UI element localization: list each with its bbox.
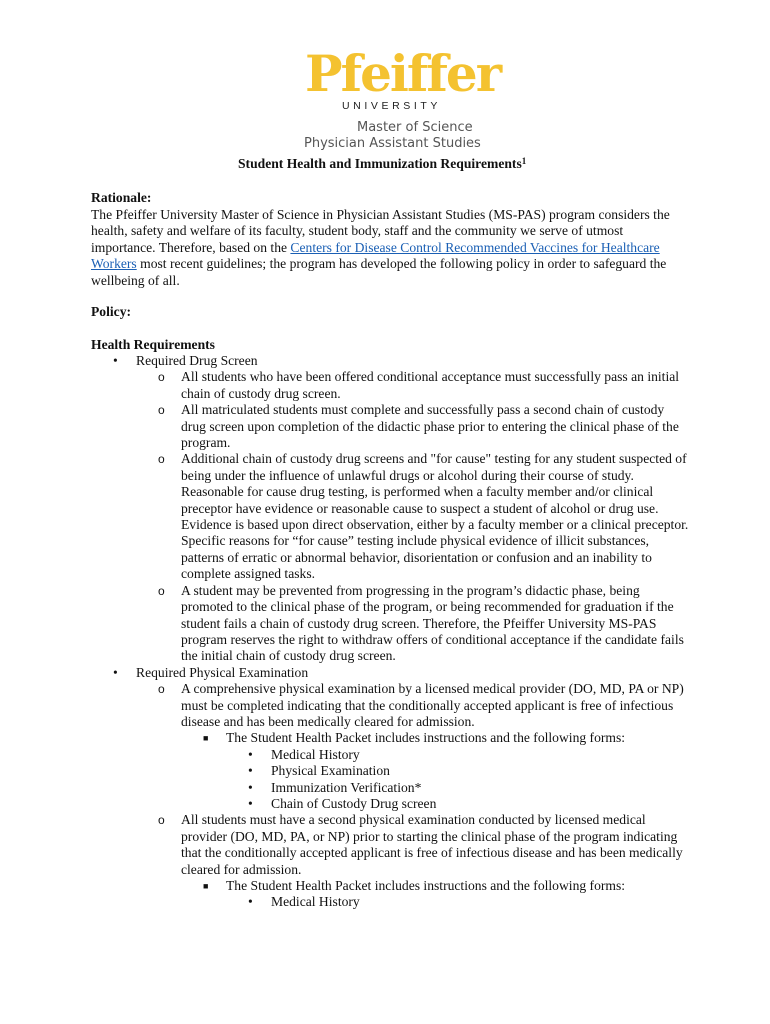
drug-screen-label: Required Drug Screen [136,353,258,368]
drug-screen-item-text: All matriculated students must complete and successfully pass a second chain of custody drug screen upon completion of the didactic phase prior to entering the clinical phase of the program. [181,402,679,451]
health-packet-forms [226,894,691,910]
health-packet-forms [226,747,691,813]
rationale-paragraph [91,207,691,289]
bullet-icon: • [248,746,253,762]
physical-exam-label: Required Physical Examination [136,664,309,680]
list-item [136,681,691,812]
drug-screen-item-text: All students who have been offered conditional acceptance must successfully pass an initial chain of custody drug screen. [181,369,680,401]
health-packet-list [181,730,691,812]
circle-bullet-icon: o [158,583,165,598]
physical-exam-item-text: A comprehensive physical examination by a licensed medical provider (DO, MD, PA or NP) must be completed indicating that the conditionally accepted applicant is free of infectious disease and has been medically cleared for admission. [181,681,684,729]
rationale-text-before: The Pfeiffer University Master of Science in Physician Assistant Studies (MS-PAS) program considers the health, safety and welfare of its faculty, student body, staff and the community we serve of utmost importance. Therefore, based on the [91,207,670,255]
list-item [226,747,691,763]
list-item-physical-exam [91,665,691,911]
bullet-icon: • [248,795,253,811]
drug-screen-items [136,369,691,664]
physical-exam-items [136,681,691,911]
form-name: Medical History [271,894,360,910]
list-item [226,796,691,812]
rationale-heading: Rationale: [91,190,152,205]
square-bullet-icon: ■ [203,881,209,891]
program-name-line-2: Physician Assistant Studies [304,136,481,151]
physical-exam-item-text: All students must have a second physical examination conducted by licensed medical provider (DO, MD, PA, or NP) prior to starting the clinical phase of the program indicating that the conditionally accepted applicant is free of infectious disease and has been medically cleared for admission. [181,812,683,877]
list-item [136,583,691,665]
rationale-text-after: most recent guidelines; the program has developed the following policy in order to safeguard the wellbeing of all. [91,256,667,288]
list-item [136,402,691,451]
circle-bullet-icon: o [158,403,165,418]
circle-bullet-icon: o [158,452,165,467]
bullet-icon: • [248,763,253,779]
list-item [136,369,691,402]
bullet-icon: • [248,779,253,795]
circle-bullet-icon: o [158,370,165,385]
logo-wordmark: Pfeiffer [305,44,501,103]
document-title [238,152,526,173]
bullet-icon: • [113,664,118,680]
form-name: Chain of Custody Drug screen [271,795,437,811]
bullet-icon: • [248,894,253,910]
circle-bullet-icon: o [158,682,165,697]
title-footnote-marker: 1 [521,156,527,166]
form-name: Physical Examination [271,763,390,779]
health-packet-list [181,878,691,911]
list-item [226,780,691,796]
drug-screen-item-text: Additional chain of custody drug screens and "for cause" testing for any student suspected of being under the influence of unlawful drugs or alcohol during their course of study. Reasonable for cause drug testing, is performed when a faculty member and/or clinical preceptor have evidence or reasonable cause to suspect a student of alcohol or drug use. Evidence is based upon direct observation, either by a faculty member or a clinical preceptor. Specific reasons for “for cause” testing include physical evidence of illicit substances, patterns of erratic or abnormal behavior, disorientation or confusion and an inability to complete assigned tasks. [181,451,689,582]
list-item [181,878,691,911]
policy-heading: Policy: [91,304,132,319]
list-item [226,763,691,779]
cdc-vaccines-link[interactable]: Centers for Disease Control Recommended Vaccines for Healthcare Workers [91,239,660,272]
list-item-drug-screen [91,353,691,665]
health-requirements-heading: Health Requirements [91,337,215,352]
document-title-text: Student Health and Immunization Requirements [238,156,522,171]
form-name: Immunization Verification* [271,779,422,795]
drug-screen-item-text: A student may be prevented from progressing in the program’s didactic phase, being promoted to the clinical phase of the program, or being recommended for graduation if the student fails a chain of custody drug screen. Therefore, the Pfeiffer University MS-PAS program reserves the right to withdraw offers of conditional acceptance if the candidate fails the initial chain of custody drug screen. [181,582,684,664]
circle-bullet-icon: o [158,813,165,828]
form-name: Medical History [271,746,360,762]
list-item [136,451,691,582]
bullet-icon: • [113,353,118,368]
program-name-line-1: Master of Science [357,120,473,135]
list-item [226,894,691,910]
health-requirements-list [91,353,691,911]
square-bullet-icon: ■ [203,733,209,744]
health-packet-text: The Student Health Packet includes instructions and the following forms: [226,730,626,746]
list-item [181,730,691,812]
health-packet-text: The Student Health Packet includes instructions and the following forms: [226,878,626,893]
logo-subtitle: UNIVERSITY [342,100,442,112]
list-item [136,812,691,910]
